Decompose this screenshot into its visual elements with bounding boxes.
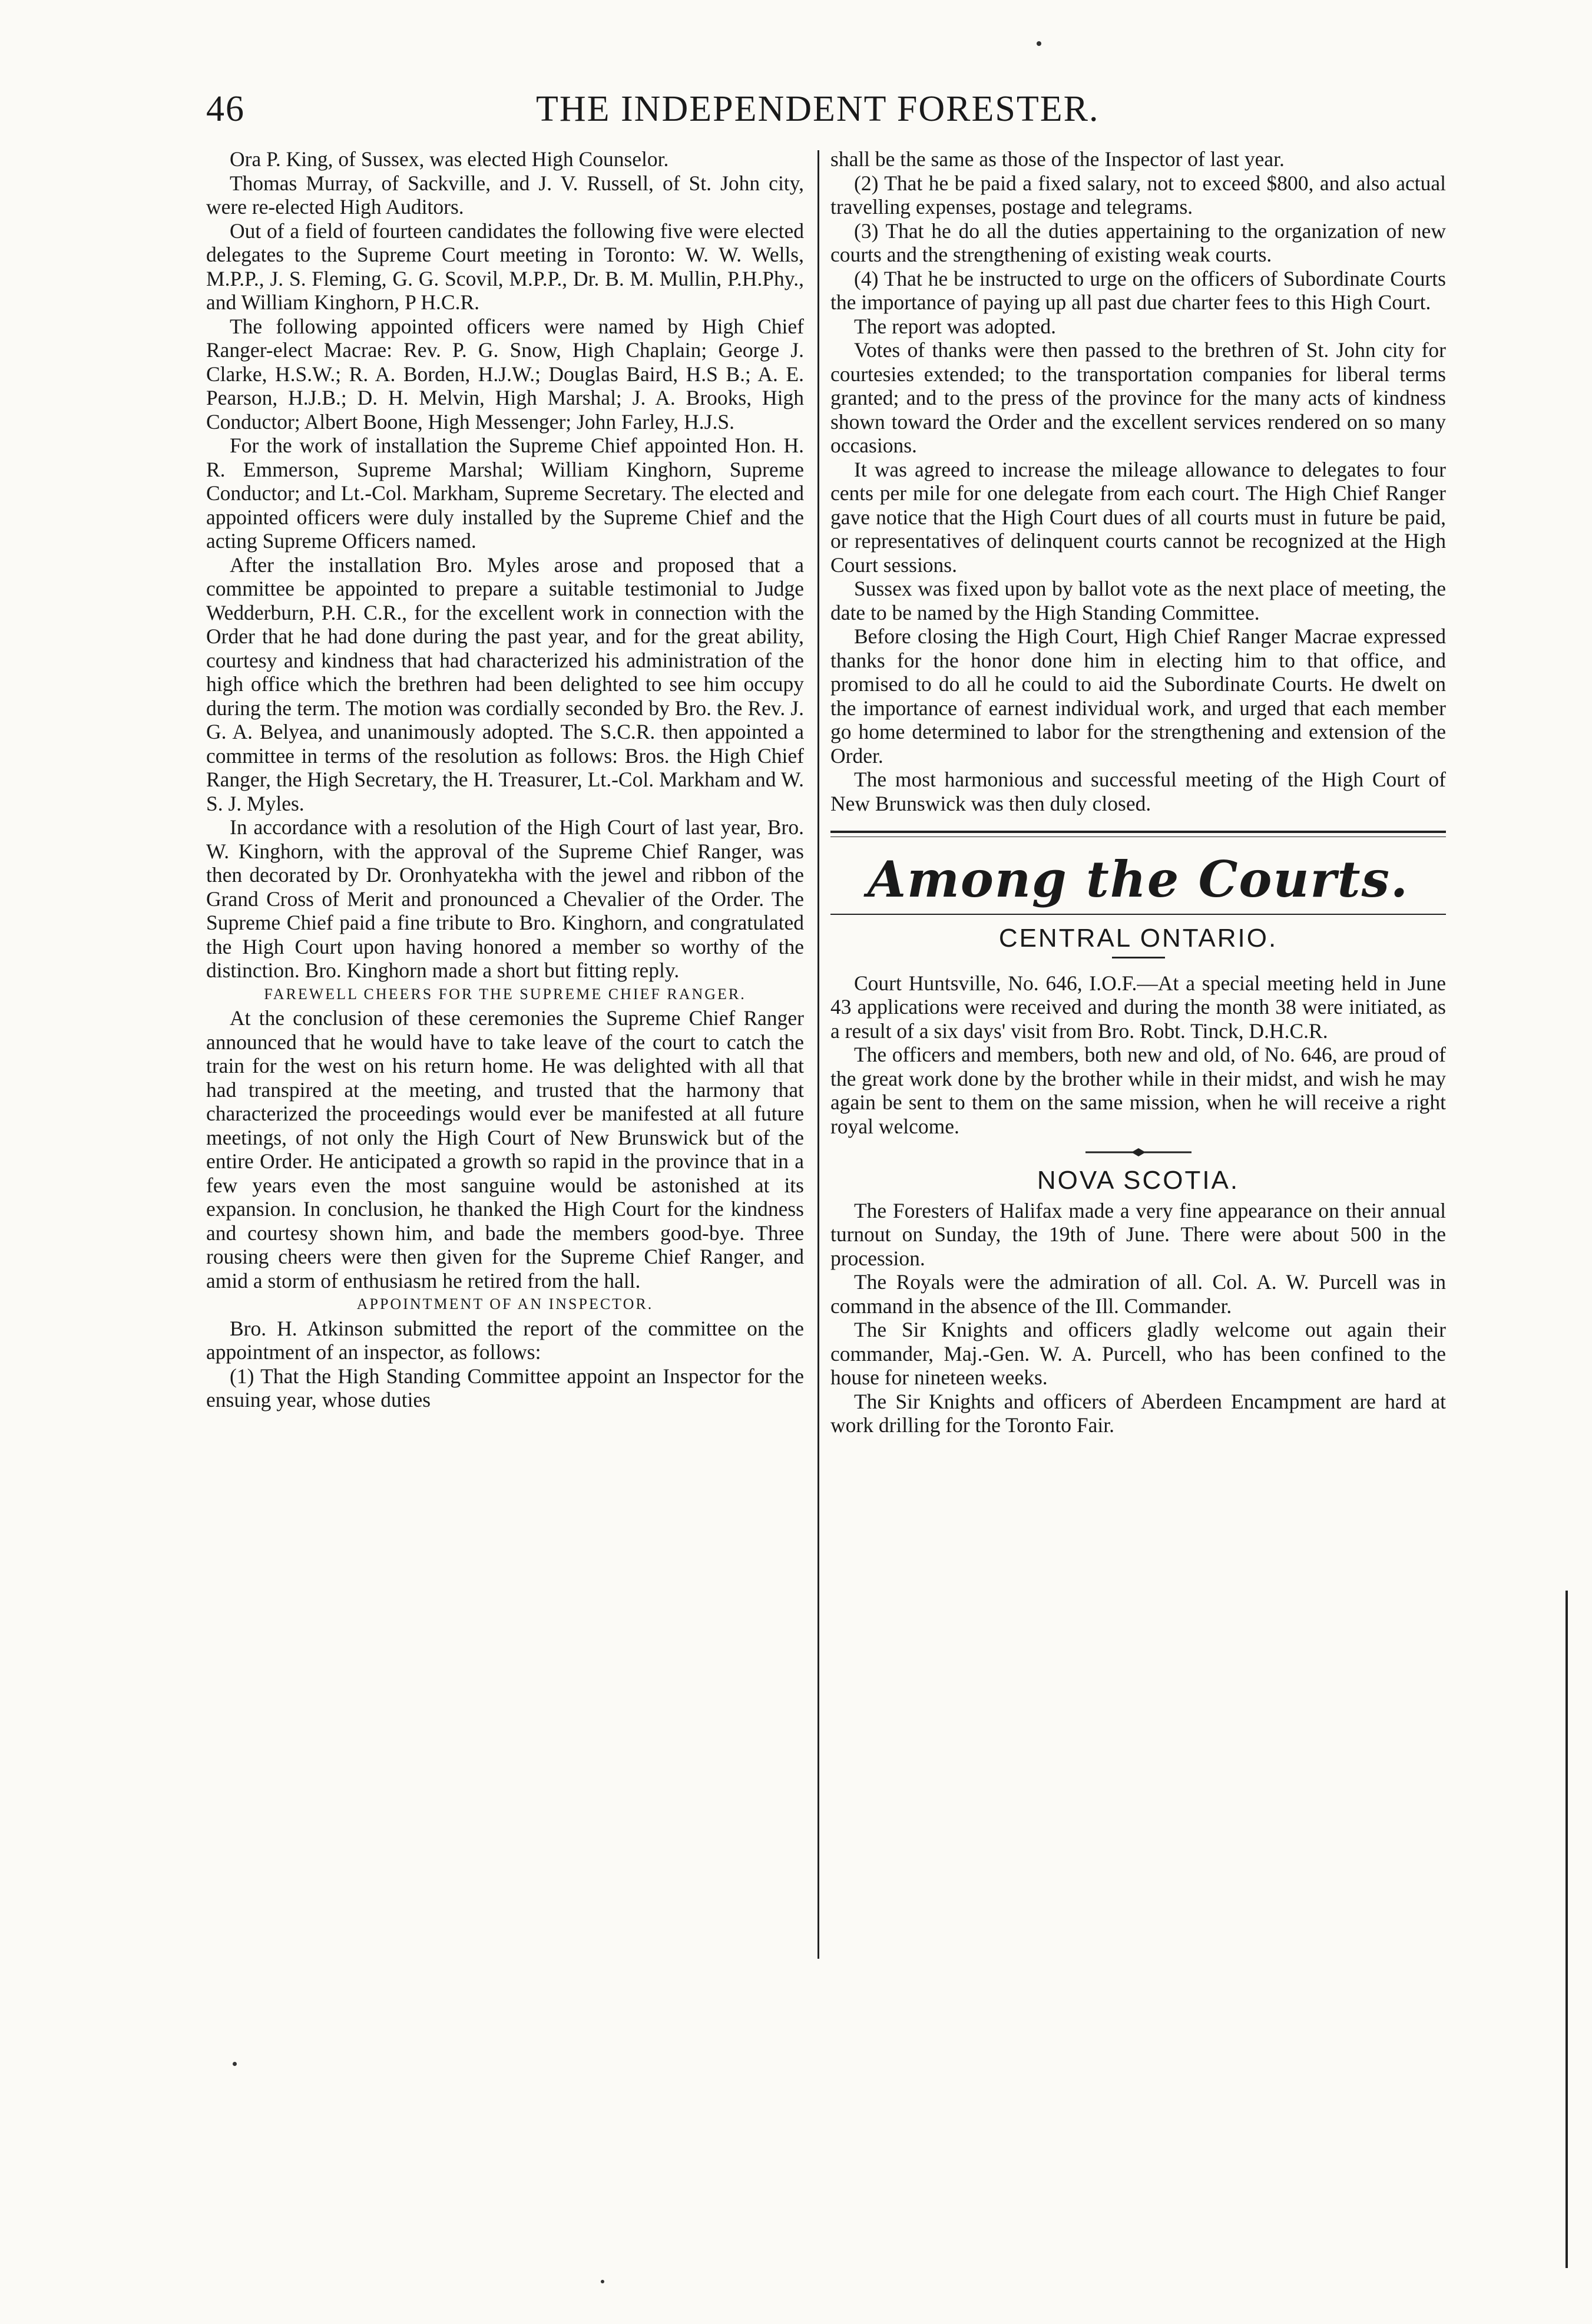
paragraph: Before closing the High Court, High Chief Ranger Macrae expressed thanks for the honor done him in electing him to that office, and promised to do all he could to aid the Subordinate Courts. He dwelt on the importance of earnest individual work, and urged that each member go home determined to labor for the strengthening and extension of the Order. — [830, 624, 1446, 768]
left-column — [206, 147, 804, 1412]
paragraph: shall be the same as those of the Inspector of last year. — [830, 147, 1285, 171]
paragraph: (3) That he do all the duties appertaining to the organization of new courts and the strengthening of existing weak courts. — [830, 219, 1446, 266]
paragraph: The Sir Knights and officers gladly welcome out again their commander, Maj.-Gen. W. A. Purcell, who has been confined to the house for nineteen weeks. — [830, 1318, 1446, 1389]
column-divider — [817, 150, 819, 1959]
scan-speck — [601, 2280, 604, 2283]
paragraph: The officers and members, both new and old, of No. 646, are proud of the great work done by the brother while in their midst, and wish he may again be sent to them on the same mission, when he will receive a right royal welcome. — [830, 1043, 1446, 1138]
paragraph: For the work of installation the Supreme Chief appointed Hon. H. R. Emmerson, Supreme Marshal; William Kinghorn, Supreme Conductor; and Lt.-Col. Markham, Supreme Secretary. The elected and appointed officers were duly installed by the Supreme Chief and the acting Supreme Officers named. — [206, 434, 804, 553]
paragraph: Ora P. King, of Sussex, was elected High Counselor. — [230, 147, 669, 171]
paragraph: Court Huntsville, No. 646, I.O.F.—At a special meeting held in June 43 applications were received and during the month 38 were initiated, as a result of a six days' visit from Bro. Robt. Tinck, D.H.C.R. — [830, 971, 1446, 1043]
ornament-divider-icon — [1080, 1146, 1197, 1158]
paragraph: Votes of thanks were then passed to the brethren of St. John city for courtesies extended; to the transportation companies for liberal terms granted; and to the press of the province for the many acts of kindness shown toward the Order and the excellent services rendered on so many occasions. — [830, 338, 1446, 457]
running-header — [206, 88, 1443, 135]
paragraph: The following appointed officers were named by High Chief Ranger-elect Macrae: Rev. P. G. Snow, High Chaplain; George J. Clarke, H.S.W.; R. A. Borden, H.J.W.; Douglas Baird, H.S B.; A. E. Pearson, H.J.B.; D. H. Melvin, High Marshal; J. A. Brooks, High Conductor; Albert Boone, High Messenger; John Farley, H.J.S. — [206, 314, 804, 434]
paragraph: The most harmonious and successful meeting of the High Court of New Brunswick was then duly closed. — [830, 768, 1446, 815]
region-heading-nova-scotia: NOVA SCOTIA. — [1037, 1166, 1240, 1195]
paragraph: (1) That the High Standing Committee appoint an Inspector for the ensuing year, whose duties — [206, 1364, 804, 1411]
paragraph: The Royals were the admiration of all. Col. A. W. Purcell was in command in the absence of the Ill. Commander. — [830, 1270, 1446, 1318]
paragraph: Bro. H. Atkinson submitted the report of the committee on the appointment of an inspector, as follows: — [206, 1316, 804, 1364]
scan-edge-line — [1565, 1591, 1568, 2268]
paragraph: Thomas Murray, of Sackville, and J. V. Russell, of St. John city, were re-elected High Auditors. — [206, 171, 804, 219]
section-rule — [830, 831, 1446, 837]
paragraph: The report was adopted. — [854, 314, 1057, 338]
short-rule — [1112, 957, 1165, 958]
subheading-farewell: FAREWELL CHEERS FOR THE SUPREME CHIEF RANGER. — [264, 985, 746, 1003]
paragraph: In accordance with a resolution of the High Court of last year, Bro. W. Kinghorn, with the approval of the Supreme Chief Ranger, was then decorated by Dr. Oronhyatekha with the jewel and ribbon of the Grand Cross of Merit and pronounced a Chevalier of the Order. The Supreme Chief paid a fine tribute to Bro. Kinghorn, and congratulated the High Court upon having honored a member so worthy of the distinction. Bro. Kinghorn made a short but fitting reply. — [206, 815, 804, 982]
region-heading-central-ontario: CENTRAL ONTARIO. — [998, 924, 1278, 953]
page-number: 46 — [206, 89, 245, 129]
paragraph: After the installation Bro. Myles arose and proposed that a committee be appointed to prepare a suitable testimonial to Judge Wedderburn, P.H. C.R., for the excellent work in connection with the Order that he had done during the past year, and for the great ability, courtesy and kindness that had characterized his administration of the high office which the brethren had been delighted to see him occupy during the term. The motion was cordially seconded by Bro. the Rev. J. G. A. Belyea, and unanimously adopted. The S.C.R. then appointed a committee in terms of the resolution as follows: Bros. the High Chief Ranger, the High Secretary, the H. Treasurer, Lt.-Col. Markham and W. S. J. Myles. — [206, 553, 804, 815]
section-title: Among the Courts. — [867, 850, 1409, 908]
paragraph: Out of a field of fourteen candidates the following five were elected delegates to the Supreme Court meeting in Toronto: W. W. Wells, M.P.P., J. S. Fleming, G. G. Scovil, M.P.P., Dr. B. M. Mullin, P.H.Phy., and William Kinghorn, P H.C.R. — [206, 219, 804, 314]
paragraph: The Foresters of Halifax made a very fine appearance on their annual turnout on Sunday, the 19th of June. There were about 500 in the procession. — [830, 1198, 1446, 1270]
right-column — [830, 147, 1446, 1437]
scan-speck — [233, 2062, 237, 2066]
paragraph: (4) That he be instructed to urge on the officers of Subordinate Courts the importance of paying up all past due charter fees to this High Court. — [830, 266, 1446, 314]
subheading-inspector: APPOINTMENT OF AN INSPECTOR. — [356, 1295, 654, 1313]
paragraph: (2) That he be paid a fixed salary, not to exceed $800, and also actual travelling expenses, postage and telegrams. — [830, 171, 1446, 219]
paragraph: It was agreed to increase the mileage allowance to delegates to four cents per mile for one delegate from each court. The High Chief Ranger gave notice that the High Court dues of all courts must in future be paid, or representatives of delinquent courts cannot be recognized at the High Court sessions. — [830, 457, 1446, 577]
paragraph: Sussex was fixed upon by ballot vote as the next place of meeting, the date to be named by the High Standing Committee. — [830, 577, 1446, 624]
scan-speck — [1037, 41, 1041, 46]
publication-title: THE INDEPENDENT FORESTER. — [536, 89, 1100, 129]
paragraph: The Sir Knights and officers of Aberdeen Encampment are hard at work drilling for the Toronto Fair. — [830, 1389, 1446, 1437]
section-underline — [830, 914, 1446, 915]
paragraph: At the conclusion of these ceremonies the Supreme Chief Ranger announced that he would have to take leave of the court to catch the train for the west on his return home. He was delighted with all that had transpired at the meeting, and trusted that the harmony that characterized the proceedings would ever be manifested at all future meetings, of not only the High Court of New Brunswick but of the entire Order. He anticipated a growth so rapid in the province that in a few years even the most sanguine would be astonished at its expansion. In conclusion, he thanked the High Court for the kindness and courtesy shown him, and bade the members good-bye. Three rousing cheers were then given for the Supreme Chief Ranger, and amid a storm of enthusiasm he retired from the hall. — [206, 1006, 804, 1292]
